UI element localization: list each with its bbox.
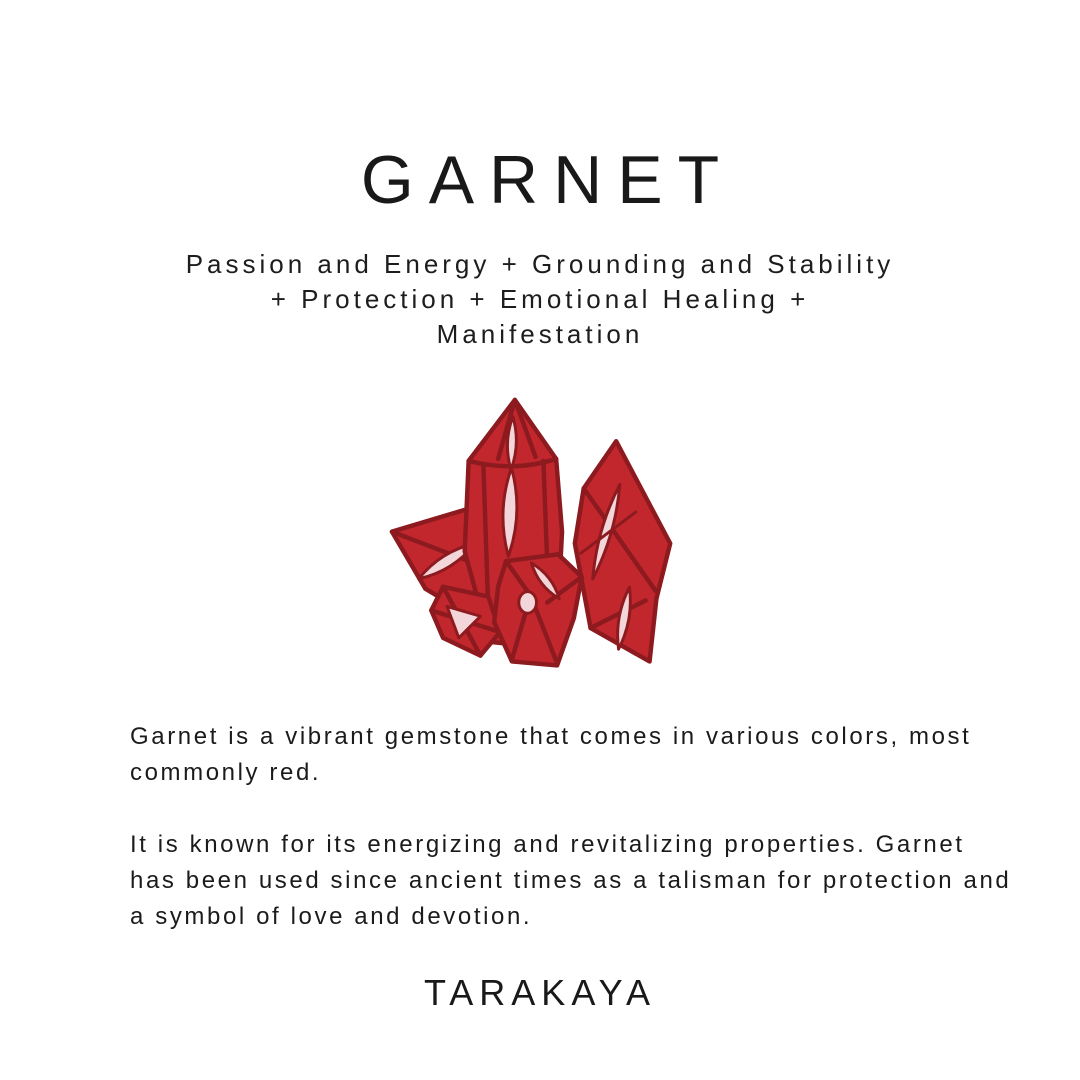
crystal-small-left — [431, 587, 500, 656]
crystal-right — [575, 441, 670, 661]
subtitle-line-1: Passion and Energy + Grounding and Stability — [185, 249, 895, 279]
crystal-front — [494, 554, 582, 665]
crystal-cluster-icon — [388, 394, 683, 689]
description-paragraph-2: It is known for its energizing and revitalizing properties. Garnet has been used since ancient times as a talisman for protection and a symbol of love and devotion. — [130, 831, 1012, 930]
brand-name: TARAKAYA — [423, 972, 657, 1013]
subtitle-line-2: + Protection + Emotional Healing + — [270, 284, 810, 314]
crystal-cluster-illustration — [388, 394, 683, 689]
subtitle — [0, 247, 1080, 352]
description — [130, 719, 1020, 935]
description-paragraph-1: Garnet is a vibrant gemstone that comes in various colors, most commonly red. — [130, 723, 972, 786]
page-title: GARNET — [360, 142, 735, 218]
subtitle-line-3: Manifestation — [436, 319, 644, 349]
